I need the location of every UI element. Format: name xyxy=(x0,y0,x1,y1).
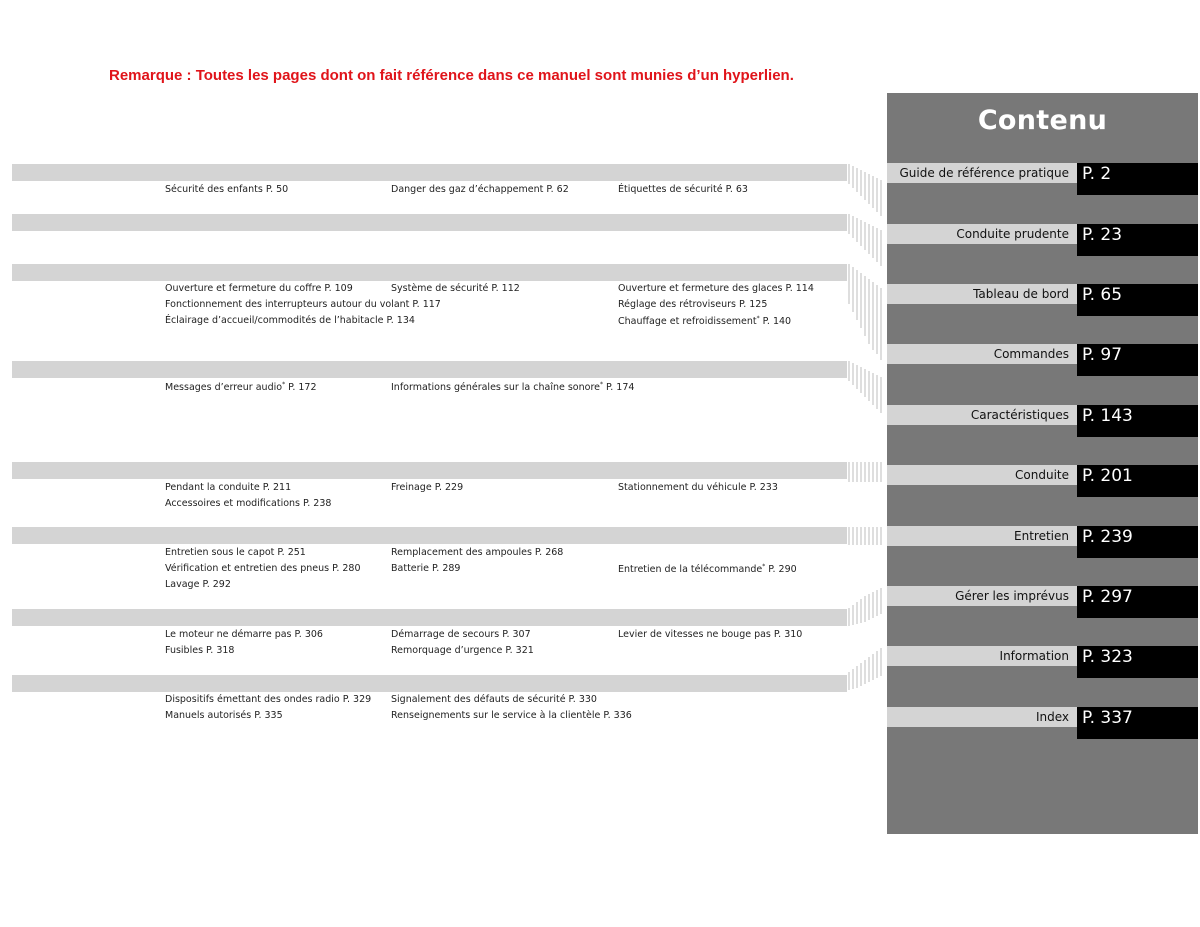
connector-lines-icon xyxy=(847,588,887,628)
connector-lines-icon xyxy=(847,264,887,360)
link-jump-start[interactable]: Démarrage de secours P. 307 xyxy=(391,629,531,640)
link-braking[interactable]: Freinage P. 229 xyxy=(391,482,464,493)
connector-lines-icon xyxy=(847,214,887,266)
link-page: P. 140 xyxy=(759,316,792,328)
toc-page: P. 239 xyxy=(1077,526,1198,558)
toc-page: P. 323 xyxy=(1077,646,1198,678)
toc-item-features[interactable] xyxy=(887,405,1198,437)
toc-item-driving[interactable] xyxy=(887,465,1198,497)
link-climate[interactable] xyxy=(618,315,791,327)
link-bulbs[interactable]: Remplacement des ampoules P. 268 xyxy=(391,547,564,558)
toc-label: Guide de référence pratique xyxy=(887,163,1077,183)
link-trunk[interactable]: Ouverture et fermeture du coffre P. 109 xyxy=(165,283,353,294)
link-page: P. 290 xyxy=(765,564,797,576)
link-page: P. 174 xyxy=(603,382,635,394)
link-washing[interactable]: Lavage P. 292 xyxy=(165,579,231,590)
toc-item-information[interactable] xyxy=(887,646,1198,678)
link-while-driving[interactable]: Pendant la conduite P. 211 xyxy=(165,482,292,493)
link-windows[interactable]: Ouverture et fermeture des glaces P. 114 xyxy=(618,283,814,294)
link-audio-errors[interactable] xyxy=(165,381,317,393)
toc-item-safe-driving[interactable] xyxy=(887,224,1198,256)
asterisk-mark: * xyxy=(282,381,286,388)
link-text: Chauffage et refroidissement xyxy=(618,316,757,328)
link-security-system[interactable]: Système de sécurité P. 112 xyxy=(391,283,520,294)
link-text: Messages d’erreur audio xyxy=(165,382,283,394)
section-band-unexpected xyxy=(12,609,847,626)
toc-label: Commandes xyxy=(887,344,1077,364)
link-engine-wont-start[interactable]: Le moteur ne démarre pas P. 306 xyxy=(165,629,323,640)
toc-page: P. 23 xyxy=(1077,224,1198,256)
toc-page: P. 2 xyxy=(1077,163,1198,195)
link-fuses[interactable]: Fusibles P. 318 xyxy=(165,645,235,656)
toc-item-instrument-panel[interactable] xyxy=(887,284,1198,316)
asterisk-mark: * xyxy=(762,563,766,570)
asterisk-mark: * xyxy=(756,315,760,322)
toc-page: P. 201 xyxy=(1077,465,1198,497)
section-band-information xyxy=(12,675,847,692)
asterisk-mark: * xyxy=(600,381,603,388)
section-band-controls xyxy=(12,264,847,281)
connector-lines-icon xyxy=(847,361,887,413)
toc-label: Index xyxy=(887,707,1077,727)
link-customer-service[interactable]: Renseignements sur le service à la clientèle P. 336 xyxy=(391,710,632,721)
toc-page: P. 143 xyxy=(1077,405,1198,437)
link-steering-switches[interactable]: Fonctionnement des interrupteurs autour du volant P. 117 xyxy=(165,299,441,310)
toc-item-index[interactable] xyxy=(887,707,1198,739)
link-remote[interactable] xyxy=(618,563,797,575)
toc-label: Tableau de bord xyxy=(887,284,1077,304)
section-band-safety xyxy=(12,164,847,181)
toc-item-maintenance[interactable] xyxy=(887,526,1198,558)
toc-label: Caractéristiques xyxy=(887,405,1077,425)
connector-lines-icon xyxy=(847,462,887,484)
link-safety-defects[interactable]: Signalement des défauts de sécurité P. 330 xyxy=(391,694,597,705)
toc-page: P. 337 xyxy=(1077,707,1198,739)
hyperlink-notice: Remarque : Toutes les pages dont on fait référence dans ce manuel sont munies d’un hyperlien. xyxy=(109,67,794,84)
toc-label: Conduite prudente xyxy=(887,224,1077,244)
link-shift-lever[interactable]: Levier de vitesses ne bouge pas P. 310 xyxy=(618,629,803,640)
toc-label: Entretien xyxy=(887,526,1077,546)
toc-label: Conduite xyxy=(887,465,1077,485)
link-parking[interactable]: Stationnement du véhicule P. 233 xyxy=(618,482,778,493)
sidebar-title: Contenu xyxy=(977,105,1108,136)
link-safety-labels[interactable]: Étiquettes de sécurité P. 63 xyxy=(618,184,748,195)
link-text: Informations générales sur la chaîne sonore xyxy=(391,382,600,394)
link-radio-devices[interactable]: Dispositifs émettant des ondes radio P. 329 xyxy=(165,694,372,705)
connector-lines-icon xyxy=(847,164,887,216)
toc-item-controls[interactable] xyxy=(887,344,1198,376)
toc-item-unexpected[interactable] xyxy=(887,586,1198,618)
link-accessories[interactable]: Accessoires et modifications P. 238 xyxy=(165,498,332,509)
link-tires[interactable]: Vérification et entretien des pneus P. 280 xyxy=(165,563,361,574)
connector-lines-icon xyxy=(847,527,887,547)
link-page: P. 172 xyxy=(285,382,317,394)
section-band-driving xyxy=(12,462,847,479)
toc-page: P. 97 xyxy=(1077,344,1198,376)
section-band-maintenance xyxy=(12,527,847,544)
link-authorized-manuals[interactable]: Manuels autorisés P. 335 xyxy=(165,710,283,721)
link-under-hood[interactable]: Entretien sous le capot P. 251 xyxy=(165,547,306,558)
link-child-safety[interactable]: Sécurité des enfants P. 50 xyxy=(165,184,289,195)
toc-label: Information xyxy=(887,646,1077,666)
toc-label: Gérer les imprévus xyxy=(887,586,1077,606)
toc-page: P. 65 xyxy=(1077,284,1198,316)
toc-page: P. 297 xyxy=(1077,586,1198,618)
link-mirrors[interactable]: Réglage des rétroviseurs P. 125 xyxy=(618,299,768,310)
link-battery[interactable]: Batterie P. 289 xyxy=(391,563,461,574)
link-exhaust-danger[interactable]: Danger des gaz d’échappement P. 62 xyxy=(391,184,569,195)
section-band-instrument-panel xyxy=(12,214,847,231)
toc-item-quick-reference[interactable] xyxy=(887,163,1198,195)
connector-lines-icon xyxy=(847,648,887,692)
link-towing[interactable]: Remorquage d’urgence P. 321 xyxy=(391,645,534,656)
link-audio-general[interactable] xyxy=(391,381,634,393)
link-text: Entretien de la télécommande xyxy=(618,564,763,576)
link-interior-lights[interactable]: Éclairage d’accueil/commodités de l’habitacle P. 134 xyxy=(165,315,415,326)
section-band-features xyxy=(12,361,847,378)
